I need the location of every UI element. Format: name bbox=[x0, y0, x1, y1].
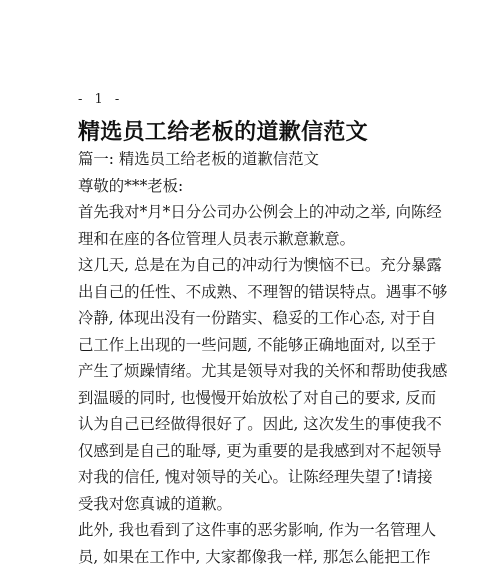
document-title: 精选员工给老板的道歉信范文 bbox=[78, 119, 368, 145]
body-line: 己工作上出现的一些问题, 不能够正确地面对, 以至于 bbox=[78, 335, 437, 354]
body-line: 对我的信任, 愧对领导的关心。让陈经理失望了!请接 bbox=[78, 468, 433, 486]
page-number: - 1 - bbox=[78, 92, 124, 107]
body-line: 到温暖的同时, 也慢慢开始放松了对自己的要求, 反而 bbox=[78, 388, 437, 407]
body-line: 员, 如果在工作中, 大家都像我一样, 那怎么能把工作 bbox=[78, 547, 431, 566]
body-line: 认为自己已经做得很好了。因此, 这次发生的事使我不 bbox=[78, 415, 442, 433]
body-line: 篇一: 精选员工给老板的道歉信范文 bbox=[78, 150, 319, 168]
body-line: 这几天, 总是在为自己的冲动行为懊恼不已。充分暴露 bbox=[78, 256, 442, 274]
body-line: 出自己的任性、不成熟、不理智的错误特点。遇事不够 bbox=[78, 282, 448, 301]
body-line: 冷静, 体现出没有一份踏实、稳妥的工作心态, 对于自 bbox=[78, 309, 437, 327]
body-line: 尊敬的***老板: bbox=[78, 176, 184, 195]
body-line: 产生了烦躁情绪。尤其是领导对我的关怀和帮助使我感 bbox=[78, 362, 448, 380]
document-body bbox=[78, 146, 448, 566]
body-line: 此外, 我也看到了这件事的恶劣影响, 作为一名管理人 bbox=[78, 521, 437, 539]
body-line: 受我对您真诚的道歉。 bbox=[78, 494, 232, 513]
body-line: 仅感到是自己的耻辱, 更为重要的是我感到对不起领导 bbox=[78, 441, 442, 460]
body-line: 首先我对*月*日分公司办公例会上的冲动之举, 向陈经 bbox=[78, 203, 442, 221]
body-line: 理和在座的各位管理人员表示歉意歉意。 bbox=[78, 229, 356, 248]
